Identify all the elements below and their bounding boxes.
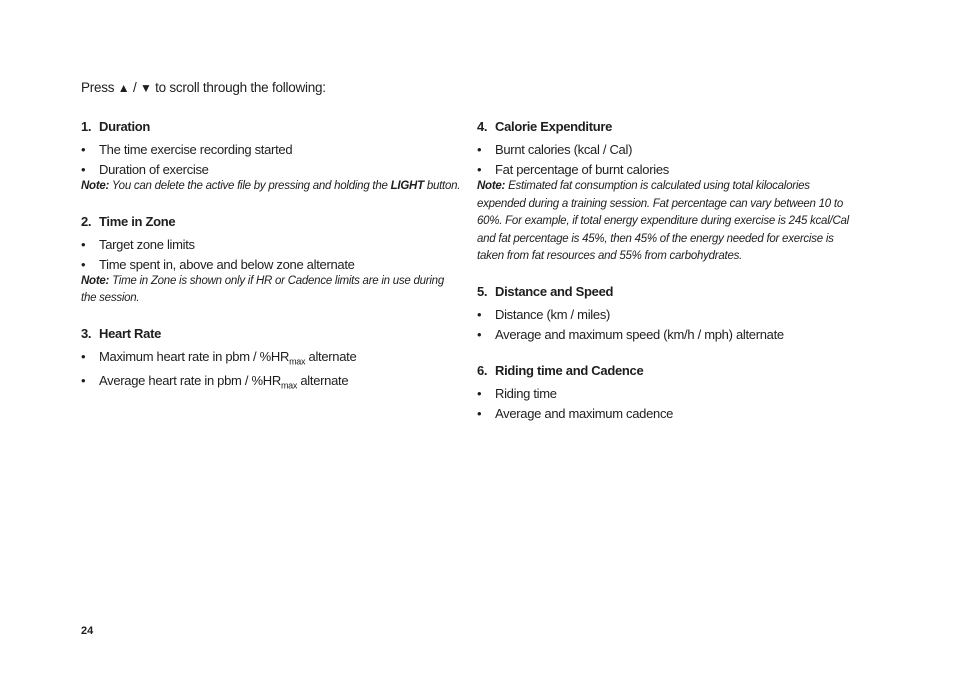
section-heading xyxy=(477,363,857,378)
list-item-text: Average and maximum cadence xyxy=(495,405,674,421)
list-item xyxy=(477,325,857,345)
list-item xyxy=(477,140,857,160)
section-heart-rate xyxy=(81,326,461,396)
page-number: 24 xyxy=(81,625,94,637)
section-distance-speed xyxy=(477,284,857,345)
note-text: Estimated fat consumption is calculated using total kilocalories expended during a training session. Fat percentage can vary between 10 to 60%. For example, if total energy expenditure during exercise is 245 kcal/Cal and fat percentage is 45%, then 45% of the energy needed for exercise is taken from fat resources and 55% from carbohydrates. xyxy=(477,180,849,262)
section-duration xyxy=(81,119,461,196)
section-heading xyxy=(81,119,461,134)
section-heading xyxy=(81,214,461,229)
bullet-icon: • xyxy=(477,142,482,157)
section-number: 1. xyxy=(81,119,92,134)
list-item-text xyxy=(99,371,348,396)
intro-slash: / xyxy=(132,80,137,95)
list-item xyxy=(477,305,857,325)
bullet-icon: • xyxy=(477,306,482,322)
bullet-list xyxy=(81,140,461,180)
text-pre: Maximum heart rate in pbm / %HR xyxy=(99,348,290,364)
list-item-text: Fat percentage of burnt calories xyxy=(495,162,669,177)
subscript: max xyxy=(280,380,298,391)
section-title: Calorie Expenditure xyxy=(495,119,613,134)
bullet-icon: • xyxy=(81,256,86,272)
list-item-text: Distance (km / miles) xyxy=(495,306,611,322)
list-item-text: Riding time xyxy=(495,385,557,401)
list-item-text: Target zone limits xyxy=(99,236,195,252)
note-label: Note: xyxy=(477,180,506,192)
section-heading xyxy=(81,326,461,341)
list-item xyxy=(81,160,461,180)
right-column xyxy=(477,119,857,442)
bullet-icon: • xyxy=(81,373,86,389)
section-heading xyxy=(477,284,857,299)
note-label: Note: xyxy=(81,274,110,287)
bullet-icon: • xyxy=(477,162,482,177)
list-item xyxy=(477,160,857,180)
bullet-icon: • xyxy=(81,348,86,364)
section-number: 3. xyxy=(81,325,92,341)
bullet-icon: • xyxy=(81,142,86,157)
note-bold: LIGHT xyxy=(390,180,424,192)
note-text: You can delete the active file by pressing and holding the xyxy=(111,180,388,192)
intro-press: Press xyxy=(81,80,115,95)
section-heading xyxy=(477,119,857,134)
bullet-list xyxy=(81,235,461,275)
note xyxy=(81,178,461,196)
section-number: 6. xyxy=(477,362,488,378)
down-arrow-icon: ▼ xyxy=(139,81,152,95)
section-title: Duration xyxy=(99,119,151,134)
bullet-icon: • xyxy=(81,236,86,252)
list-item xyxy=(81,371,461,396)
note-end: button. xyxy=(426,180,461,192)
intro-rest: to scroll through the following: xyxy=(155,80,326,95)
section-number: 4. xyxy=(477,119,488,134)
up-arrow-icon: ▲ xyxy=(117,81,130,95)
bullet-icon: • xyxy=(477,405,482,421)
text-post: alternate xyxy=(300,373,349,389)
section-time-in-zone xyxy=(81,214,461,308)
bullet-list xyxy=(477,384,857,424)
list-item-text: The time exercise recording started xyxy=(99,142,293,157)
list-item-text: Duration of exercise xyxy=(99,162,209,177)
list-item xyxy=(81,347,461,372)
bullet-icon: • xyxy=(477,385,482,401)
list-item-text: Average and maximum speed (km/h / mph) alternate xyxy=(495,326,784,342)
section-title: Distance and Speed xyxy=(495,283,614,299)
bullet-icon: • xyxy=(477,326,482,342)
note xyxy=(477,178,857,266)
text-post: alternate xyxy=(308,348,357,364)
section-number: 2. xyxy=(81,213,92,229)
section-calorie-expenditure xyxy=(477,119,857,266)
list-item xyxy=(81,255,461,275)
note-label: Note: xyxy=(81,180,110,192)
intro-line xyxy=(81,80,326,95)
note-text: Time in Zone is shown only if HR or Cadence limits are in use during the session. xyxy=(81,274,444,304)
list-item xyxy=(477,384,857,404)
note xyxy=(81,273,461,308)
subscript: max xyxy=(289,356,306,367)
bullet-list xyxy=(477,140,857,180)
section-title: Riding time and Cadence xyxy=(495,362,644,378)
section-title: Time in Zone xyxy=(99,213,176,229)
list-item xyxy=(477,404,857,424)
section-riding-cadence xyxy=(477,363,857,424)
list-item xyxy=(81,235,461,255)
section-title: Heart Rate xyxy=(99,325,162,341)
list-item-text: Burnt calories (kcal / Cal) xyxy=(495,142,633,157)
list-item xyxy=(81,140,461,160)
bullet-icon: • xyxy=(81,162,86,177)
bullet-list xyxy=(81,347,461,396)
text-pre: Average heart rate in pbm / %HR xyxy=(99,373,281,389)
left-column xyxy=(81,119,461,414)
bullet-list xyxy=(477,305,857,345)
list-item-text xyxy=(99,347,356,372)
list-item-text: Time spent in, above and below zone alternate xyxy=(99,256,355,272)
section-number: 5. xyxy=(477,283,488,299)
